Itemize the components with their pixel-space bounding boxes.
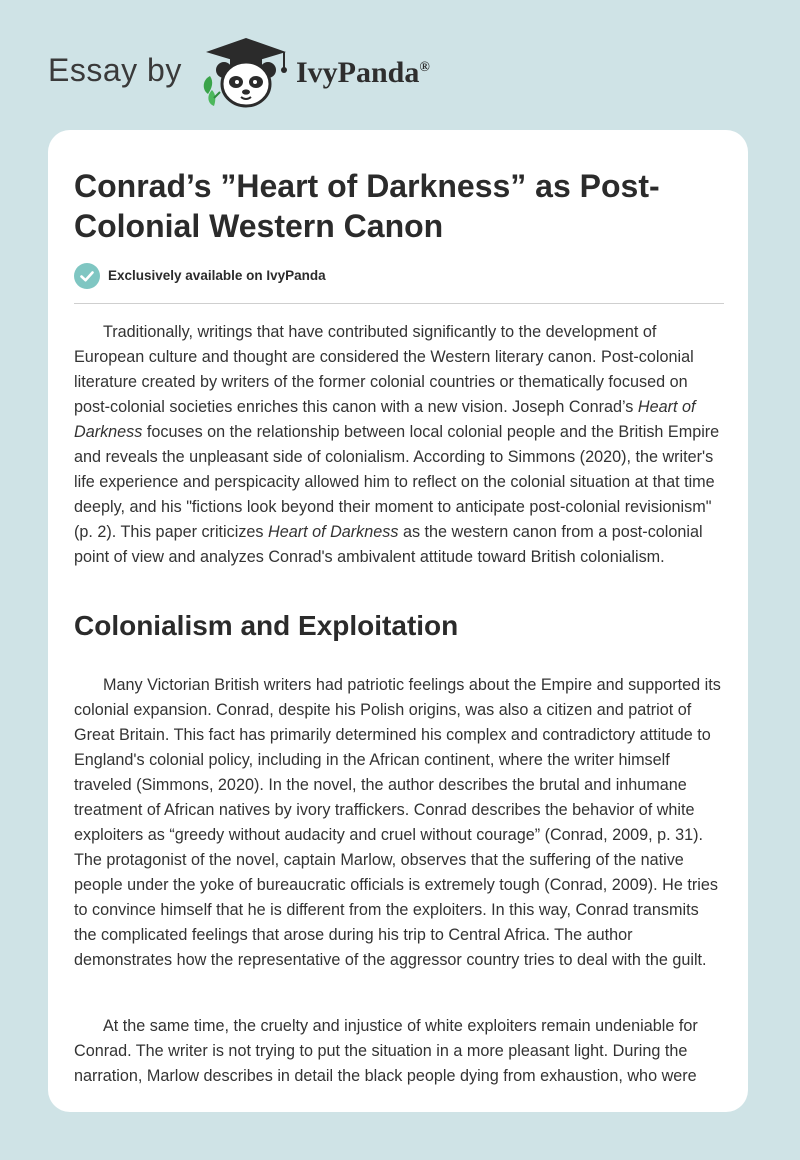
brand-text: IvyPanda	[296, 56, 420, 89]
site-header	[0, 0, 800, 130]
intro-text-3: as the western canon from a post-colonial point of view and analyzes Conrad's ambivalent attitude toward British colonialism.	[74, 523, 703, 566]
essay-title: Conrad’s ”Heart of Darkness” as Post-Colonial Western Canon	[74, 168, 660, 244]
essay-card	[48, 130, 748, 1112]
brand-name[interactable]	[296, 56, 430, 90]
exclusive-badge-text: Exclusively available on IvyPanda	[108, 268, 326, 283]
essay-by-label: Essay by	[48, 52, 182, 88]
exclusive-badge	[74, 263, 724, 289]
check-circle-icon	[74, 263, 100, 289]
registered-mark: ®	[419, 60, 430, 75]
book-title-italic: Heart of Darkness	[74, 398, 696, 441]
title-divider	[74, 303, 724, 304]
section-heading: Colonialism and Exploitation	[74, 610, 459, 641]
panda-graduate-icon[interactable]	[200, 34, 292, 110]
body-paragraph: Many Victorian British writers had patriotic feelings about the Empire and supported its colonial expansion. Conrad, despite his Polish origins, was also a citizen and patriot of Great Britain. This fact has primarily determined his complex and contradictory attitude to England's colonial policy, including in the African continent, where the writer himself traveled (Simmons, 2020). In the novel, the author describes the brutal and inhumane treatment of African natives by ivory traffickers. Conrad describes the behavior of white exploiters as “greedy without audacity and cruel without courage” (Conrad, 2009, p. 31). The protagonist of the novel, captain Marlow, observes that the suffering of the native people under the yoke of bureaucratic officials is extremely tough (Conrad, 2009). He tries to convince himself that he is different from the exploiters. In this way, Conrad transmits the complicated feelings that arose during his trip to Central Africa. The author demonstrates how the representative of the aggressor country tries to deal with the guilt.	[74, 676, 721, 969]
body-paragraph: At the same time, the cruelty and injustice of white exploiters remain undeniable for Conrad. The writer is not trying to put the situation in a more pleasant light. During the narration, Marlow describes in detail the black people dying from exhaustion, who were	[74, 1017, 698, 1085]
intro-text-1: Traditionally, writings that have contributed significantly to the development of European culture and thought are considered the Western literary canon. Post-colonial literature created by writers of the former colonial countries or thematically focused on post-colonial societies enriches this canon with a new vision. Joseph Conrad’s	[74, 323, 694, 416]
intro-text-2: focuses on the relationship between local colonial people and the British Empire and reveals the unpleasant side of colonialism. According to Simmons (2020), the writer's life experience and perspicacity allowed him to reflect on the colonial situation at that time deeply, and his "fictions look beyond their moment to anticipate post-colonial revisionism" (p. 2). This paper criticizes	[74, 423, 720, 541]
book-title-italic: Heart of Darkness	[268, 523, 399, 541]
intro-paragraph	[74, 320, 724, 570]
